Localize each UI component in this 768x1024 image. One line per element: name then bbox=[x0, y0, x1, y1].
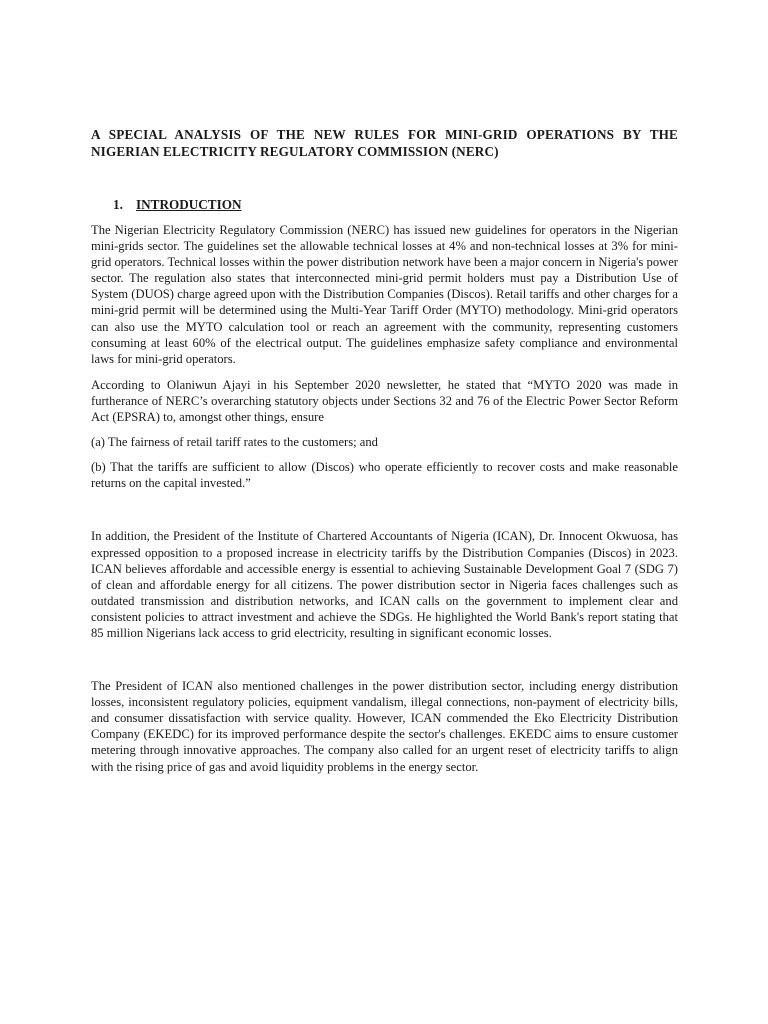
document-page bbox=[91, 126, 678, 775]
paragraph-myto-quote: According to Olaniwun Ajayi in his September 2020 newsletter, he stated that “MYTO 2020 was made in furtherance of NERC’s overarching statutory objects under Sections 32 and 76 of the Electric Power Sector Reform Act (EPSRA) to, amongst other things, ensure bbox=[91, 377, 678, 425]
paragraph-ican-opposition: In addition, the President of the Institute of Chartered Accountants of Nigeria (ICAN), Dr. Innocent Okwuosa, has expressed opposition to a proposed increase in electricity tariffs by the Distribution Companies (Discos) in 2023. ICAN believes affordable and accessible energy is essential to achieving Sustainable Development Goal 7 (SDG 7) of clean and affordable energy for all citizens. The power distribution sector in Nigeria faces challenges such as outdated transmission and distribution networks, and ICAN calls on the government to implement clear and consistent policies to attract investment and achieve the SDGs. He highlighted the World Bank's report stating that 85 million Nigerians lack access to grid electricity, resulting in significant economic losses. bbox=[91, 529, 678, 640]
section-title: INTRODUCTION bbox=[136, 197, 242, 212]
paragraph-intro: The Nigerian Electricity Regulatory Commission (NERC) has issued new guidelines for operators in the Nigerian mini-grids sector. The guidelines set the allowable technical losses at 4% and non-technical losses at 3% for mini-grid operators. Technical losses within the power distribution network have been a major concern in Nigeria's power sector. The regulation also states that interconnected mini-grid permit holders must pay a Distribution Use of System (DUOS) charge agreed upon with the Distribution Companies (Discos). Retail tariffs and other charges for a mini-grid permit will be determined using the Multi-Year Tariff Order (MYTO) methodology. Mini-grid operators can also use the MYTO calculation tool or reach an agreement with the community, representing customers consuming at least 60% of the electrical output. The guidelines emphasize safety compliance and environmental laws for mini-grid operators. bbox=[91, 223, 678, 366]
section-number: 1. bbox=[113, 197, 123, 212]
document-title: A SPECIAL ANALYSIS OF THE NEW RULES FOR MINI-GRID OPERATIONS BY THE NIGERIAN ELECTRICITY REGULATORY COMMISSION (NERC) bbox=[91, 127, 678, 159]
paragraph-ican-challenges: The President of ICAN also mentioned challenges in the power distribution sector, including energy distribution losses, inconsistent regulatory policies, equipment vandalism, illegal connections, non-payment of electricity bills, and consumer dissatisfaction with service quality. However, ICAN commended the Eko Electricity Distribution Company (EKEDC) for its improved performance despite the sector's challenges. EKEDC aims to ensure customer metering through innovative approaches. The company also called for an urgent reset of electricity tariffs to align with the rising price of gas and avoid liquidity problems in the energy sector. bbox=[91, 679, 678, 774]
quote-item-a: (a) The fairness of retail tariff rates to the customers; and bbox=[91, 435, 378, 450]
quote-item-b: (b) That the tariffs are sufficient to allow (Discos) who operate efficiently to recover costs and make reasonable returns on the capital invested.” bbox=[91, 460, 678, 491]
section-heading-introduction bbox=[113, 196, 678, 213]
